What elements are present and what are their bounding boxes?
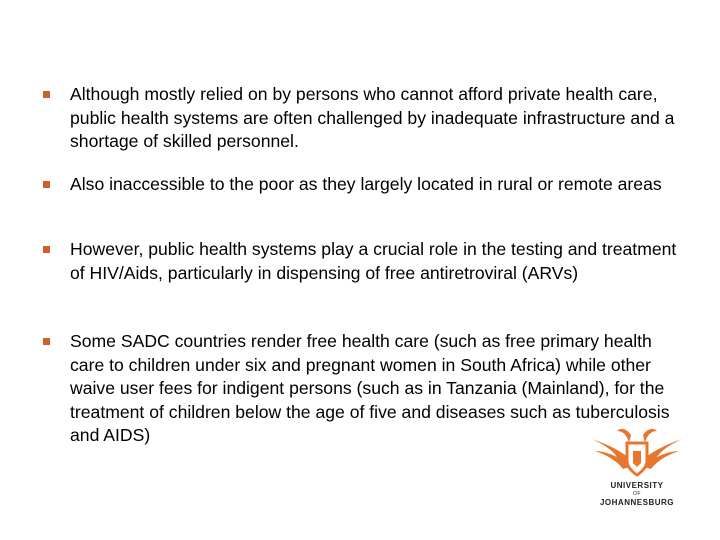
logo-line-university: UNIVERSITY xyxy=(610,481,664,490)
logo-line-of: OF xyxy=(633,491,641,497)
logo-line-johannesburg: JOHANNESBURG xyxy=(599,498,674,507)
bullet-item xyxy=(70,83,680,154)
university-logo xyxy=(582,425,692,520)
bullet-text: Some SADC countries render free health care (such as free primary health care to children under six and pregnant women in South Africa) while other waive user fees for indigent persons (such as in Tanzania (Mainland), for the treatment of children below the age of five and diseases such as tuberculosis and AIDS) xyxy=(70,331,670,445)
bullet-item xyxy=(70,173,680,197)
bullet-text: However, public health systems play a crucial role in the testing and treatment of HIV/Aids, particularly in dispensing of free antiretroviral (ARVs) xyxy=(70,239,677,283)
university-crest-icon xyxy=(587,425,687,477)
bullet-item xyxy=(70,238,680,285)
bullet-text: Also inaccessible to the poor as they largely located in rural or remote areas xyxy=(70,174,662,194)
bullet-marker-icon xyxy=(43,338,50,345)
bullet-marker-icon xyxy=(43,246,50,253)
bullet-marker-icon xyxy=(43,91,50,98)
bullet-marker-icon xyxy=(43,181,50,188)
bullet-text: Although mostly relied on by persons who cannot afford private health care, public health systems are often challenged by inadequate infrastructure and a shortage of skilled personnel. xyxy=(70,84,675,151)
